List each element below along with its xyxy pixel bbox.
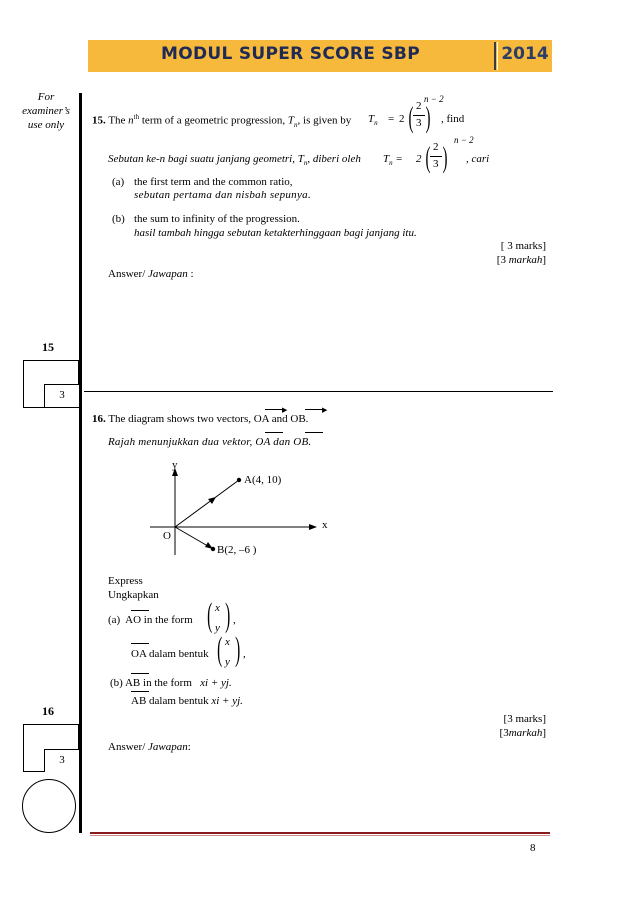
q16-marks-my-a: [3 [499,727,509,739]
q16-text-a: The diagram shows two vectors, [108,413,251,425]
ob-vector-arrow-my [305,432,323,433]
colvec2-y: y [225,656,230,668]
q15-fraction-bar [413,115,425,116]
q15-marks-my-b: markah [508,254,543,266]
q16-a-text: in the form [143,614,193,626]
q16-answer-my: Jawapan [148,741,188,753]
q16-marks-my-b: markah [508,727,543,739]
q15-text-c: , is given by [297,114,352,127]
q16-b-vec: AB [124,677,141,689]
q15-fraction-num: 2 [416,100,422,112]
point-a-label: A(4, 10) [244,474,282,486]
q16-english-line [92,413,308,425]
origin-label: O [163,530,171,542]
q16-b-my-form: xi + yj. [211,695,243,707]
x-axis-label: x [322,519,328,531]
q16-marks-my [470,727,546,739]
point-b-label: B(2, –6 ) [217,544,257,556]
q15-part-b-en: the sum to infinity of the progression. [134,213,300,225]
q15-part-b-my: hasil tambah hingga sebutan ketakterhinggaan bagi janjang itu. [134,227,417,239]
examiner-note [14,90,78,132]
q16-part-b [110,677,232,689]
score-circle [22,779,76,833]
q15-malay-text: Sebutan ke-n bagi suatu janjang geometri, [108,153,295,165]
q16-a-my-vec: OA [131,648,147,660]
q16-box-label: 16 [42,704,54,718]
q15-english-line [92,113,351,129]
banner-divider [494,42,496,70]
oa-vector-arrow-2 [131,643,149,644]
q15-formula-lhs [368,113,378,127]
q16-marks-my-c: ] [542,727,546,739]
q16-answer-tail: : [187,741,191,753]
q15-formula2-coef: 2 [416,153,422,165]
formula2-t: T [383,153,390,165]
q15-answer [108,268,194,280]
q15-th: th [133,113,140,121]
colvec2-right: ) [235,631,241,668]
examiner-line-2: examiner’s [22,105,70,117]
colvec2-left: ( [217,631,223,668]
q15-answer-tail: : [187,268,194,280]
q16-malay-line: Rajah menunjukkan dua vektor, OA dan OB. [108,436,312,448]
point-a [237,478,241,482]
q15-paren-left: ( [408,101,414,134]
q16-b-text: in the form [143,677,192,689]
q15-paren2-left: ( [425,141,431,174]
page-number: 8 [530,842,536,854]
examiner-line-1: For [37,91,55,103]
banner-divider-highlight [497,42,498,70]
q15-part-a-label: (a) [112,176,125,188]
q15-exponent2: n − 2 [454,135,474,145]
q15-marks-my-c: ] [542,254,546,266]
q15-malay-line [108,153,361,167]
q15-answer-my: Jawapan [148,268,188,280]
q16-express-my: Ungkapkan [108,589,159,601]
q15-text-b: term of a geometric progression, [141,114,286,127]
q15-malay-t-sub: n [303,159,308,168]
examiner-line-3: use only [27,119,65,131]
q15-fraction2-num: 2 [433,141,439,153]
ab-vector-arrow [131,673,149,674]
q16-answer [108,741,191,753]
q15-answer-en: Answer/ [108,268,149,280]
q15-paren2-right: ) [442,141,448,174]
q16-b-label: (b) [110,677,123,689]
formula-t-sub: n [374,119,378,128]
colvec1-comma: , [233,614,236,626]
q15-part-a-en: the first term and the common ratio, [134,176,293,188]
q16-answer-en: Answer/ [108,741,149,753]
q16-express-en: Express [108,575,143,587]
q15-find: , find [441,113,465,125]
q15-marks: 3 [44,384,79,407]
q15-number: 15. [92,114,106,127]
q15-formula-eq: = [388,113,395,125]
q16-marks: 3 [44,749,79,772]
colvec1-right: ) [225,597,231,634]
q15-malay-text-b: , diberi oleh [307,153,361,165]
vector-oa-arrowhead [208,497,216,504]
oa-vector-arrow-my [265,432,283,433]
q16-b-form: xi + yj. [200,677,232,689]
y-axis-label: y [172,459,178,471]
q15-formula-coef: 2 [399,113,405,125]
q16-a-vec: AO [125,614,142,626]
colvec1-left: ( [207,597,213,634]
formula2-t-sub: n [389,159,393,168]
q15-paren-right: ) [425,101,431,134]
q16-and: and [271,413,288,425]
q15-cari: , cari [466,153,490,165]
colvec1-x: x [215,602,220,614]
margin-rule [79,93,82,833]
colvec2-comma: , [243,648,246,660]
q16-a-my-text: dalam bentuk [149,648,209,660]
q15-tn: T [287,114,295,127]
colvec2-x: x [225,636,230,648]
q15-fraction-den: 3 [416,117,422,129]
q16-b-my-vec: AB [131,695,147,707]
q15-part-a-my: sebutan pertama dan nisbah sepunya. [134,189,312,201]
ab-vector-arrow-2 [131,691,149,692]
q15-box-label: 15 [42,340,54,354]
point-b [211,547,215,551]
q16-part-a-my [131,648,209,660]
footer-rule [90,832,550,834]
q16-ob: OB. [290,413,309,425]
q15-formula2-lhs: $T_n$ = [383,153,403,168]
q16-a-label: (a) [108,614,121,626]
q16-oa: OA [253,413,270,425]
q15-malay-t: T [297,153,304,165]
q16-marks-en: [3 marks] [503,713,546,725]
x-axis-arrowhead [309,524,317,530]
q15-fraction2-den: 3 [433,158,439,170]
q15-marks-my [470,254,546,266]
question-divider [84,391,553,392]
q15-marks-my-a: [3 [496,254,509,266]
vector-oa [175,480,239,527]
q15-part-b-label: (b) [112,213,125,225]
q16-b-my-text: dalam bentuk [149,695,209,707]
footer-rule-shadow [90,835,550,836]
q15-fraction2-bar [430,156,442,157]
q15-n: n [128,114,134,127]
module-year: 2014 [501,44,549,64]
ob-arrowhead: ▶ [322,406,328,414]
q16-part-b-my [131,695,243,707]
oa-arrowhead: ▶ [282,406,288,414]
ao-vector-arrow [131,610,149,611]
q15-tn-sub: n [294,120,298,129]
colvec1-y: y [215,622,220,634]
q16-part-a [108,614,193,626]
q15-exponent: n − 2 [424,94,444,104]
q15-marks-en: [ 3 marks] [500,240,546,252]
formula-t: T [368,113,375,125]
q16-number: 16. [92,413,106,425]
q15-text-a: The [108,114,126,127]
module-title: MODUL SUPER SCORE SBP [161,44,420,64]
